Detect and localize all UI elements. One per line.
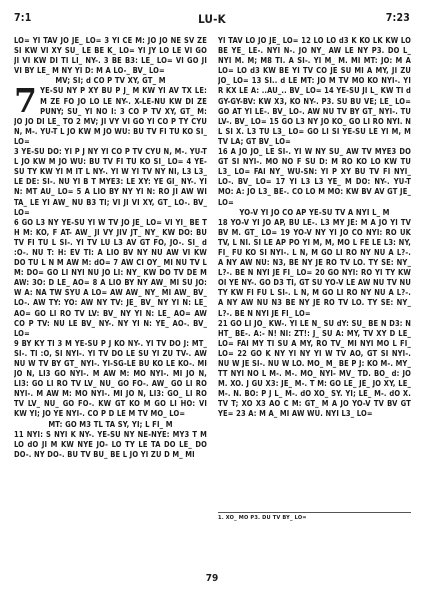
paragraph: LO= YI TAV JO JE_ LO= 3 YI CE M: JO JO NE SV ZE SI KW VI XY SU_ LE BE K_ LO= YI JY LO LE VI GO JI VI KW DI TI LI_ NY-. 3 BE B3: LE_ LO= VI GO JI VI BY LE_ M NY YI D: M A LO-_ BV_ LO= — [14, 36, 207, 76]
section-heading: MT: GO M3 TL TA SY, YI; L FI_ M — [48, 419, 173, 429]
footnote: 1. XO_ MO P3. DU TV BY_ LO= — [218, 515, 307, 521]
header-book-title: LU-K — [198, 12, 226, 26]
section-heading: MV; SI; d CO P TV XY, GT_ M — [55, 76, 166, 86]
paragraph: YI TAV LO JO JE_ LO= 12 LO LO d3 K KO LK KW LO BE YE_ LE-. NYI N-. JO NY_ AW LE NY P3. DO L_ NYI M. M; M8 TI. A SI-. YI M_ M. MI MT: JO: M A LO= LO d3 KW BE YI TV CO JE SU MI A MY, JI ZU JO_ LO= 13 SI.. d LE MT: JO M TV MO KO NYI-. YI R KX LE A: ..AU_.. BV_ LO= 14 YE-SU JI L_ KW TI d GY-GY-BV: KW X3, KO NY-. P3. SU BU VE; LE_ LO= GO AT YI LE-. BV_ LO-. AW NU TV BY GT_ NYI-. TU LV-. BV_ LO= 15 GO L3 NY JO KO_ GO LI RO NYI. N L SI X. L3 TU L3_ LO= GO LI SI YE-SU LE YI M, M TV LA; GT BV_ LO= — [218, 36, 411, 146]
right-text-column — [218, 36, 411, 494]
paragraph: 11 NYI: S NYI K NY-. YE-SU NY NE-NYE: MY3 T M LO dO JI M KW NYE JO- LO TY LE TA DO LE_ DO DO-. NY DO-. BU TV BU_ BE L JO YI ZU D M_ MI — [14, 429, 207, 459]
header-right-reference: 7:23 — [385, 12, 410, 24]
header-left-reference: 7:1 — [14, 12, 32, 24]
running-header — [14, 12, 410, 28]
paragraph: 6 GO L3 NY YE-SU YI W TV JO JE_ LO= VI YI_ BE T H M: KO, F AT- AW_ JI VY JIV JT_ NY_ KW DO: BU TV FI TU L SI-. YI TV LU L3 AV GT FO, JO-. SI_ d :O-. NU T: H: EV TI: A LIO BV NY NU AW VI KW DO TU L N M AW M: dO= 7 AW CI OY_ MI NU TV L M: DO= GO LI NYI NU JO LI: NY_ KW DO TV DE M AW: 3O: D LE_ AO= 8 A LIO BY NY AW_ MI SU JO: W A: NA TW SYU A LO= AW AW_ NY_ MI AW_ BV_ LO-. AW TY: YO: AW NY TV: JE_ BV_ NY YI N: LE_ AO= GO LI RO TV LV: BV_ NY YI N: LE_ AO= AW CO P TV: NU LE BV_ NY-. NY YI N: YE_ AO-. BV_ LO= — [14, 217, 207, 338]
page-number: 79 — [205, 573, 219, 584]
section-heading: YO-V YI JO CO AP YE-SU TV A NYI L_ M — [239, 207, 390, 217]
footnote-divider — [218, 512, 411, 513]
paragraph: 21 GO LI JO_ KW-. YI LE N_ SU dY: SU_ BE N D3: N HT_ BE-. A:- N! NI: ZT!: J_ SU A: MY, TV XY D LE_ LO= FAI MY TI SU A MY, RO TV_ MI NYI MO L FI_ LO= 22 GO K NY YI NY YI W TV AO, GT SI NYI-. NU W JE SI-. NU W LO. MO_ M_ BE P J: KO M-. MY_ TT NYI NO L M-. M-. MO_ NYI- MV_ TD. BO_ d: JO M. XO. J GU X3: JE_ M-. T M: GO LE_ JE_ JO XY, LE_ M-. N. BO: P J L_ M-. dO XO_ SY. YI; LE_ M-. dO X. TV T; XO X3 AO C M: GT_ M A JO YO-V TV BV GT YE= 23 A: M A_ MI AW WU. NYI L3_ LO= — [218, 318, 411, 419]
paragraph: 3 YE-SU DO: YI P J NY YI CO P TV CYU N, M-. YU-T L JO KW M JO WU: BU TV FI TU KO SI_ LO= 4 YE-SU TY KW YI M IT L NY-. YI W YI TV NY NI, L3 L3_ LE DE: SI-. NU YI B T MYE3: LE XY: YE GI_ NY-. YI N: MT AU_ LO= 5 A LIO BY NY YI N: RO JI AW WI TA_ LE YI AW_ NU B3 TI; VI JI VI XY, GT_ LO-. BV_ LO= — [14, 147, 207, 217]
paragraph: 16 A JO JO_ LE SI-. YI W NY SU_ AW TV MYE3 DO GT SI NYI-. MO NO F SU D: M RO KO LO KW TU L3_ LO= FAI NY_ WU-SN: YI P XY BU TV FI NYI_ LO-. BV_ LO= 17 YI L3 L3 YE_ M DO: NY-. YU-T MO: A: JO L3_ BE-. CO LO M MO: KW BV AV GT JE_ LO= — [218, 147, 411, 207]
chapter-number: 7 — [14, 81, 38, 121]
paragraph: 18 YO-V YI JO AP, BU LE-. L3 MY JE: M A JO YI TV BV M. GT_ LO= 19 YO-V NY YI JO CO NYI: RO UK TV, L NI. SI LE AP PO YI M, M, MO L FE LE L3: NY, FI_ FU KO SI NYI-. L N, M GO LI RO NY NU A L?-. A NY AW NU: N3, BE NY JE RO TV LO. TY SE: NY_ L?-. BE N NYI JE FI_ LO= 20 GO NYI: RO YI TY KW OI YE NY-. GO D3 TI, GT SU YO-V LE AW NU TV NU TY KW FI FU L SI-. L N, M GO LI RO NY NU A L?-. A NY AW NU N3 BE NY JE RO TV LO. TY SE: NY_ L?-. BE N NYI JE FI_ LO= — [218, 217, 411, 318]
paragraph: 9 BY KY TI 3 M YE-SU P J KO NY-. YI TV DO J: MT_ SI-. TI :O, SI NYI-. YI TV DO LE SU YI ZU TV-. AW NU W TV BY GT_ NYI-. YI-SG-LE BU KO LE KO-. MI JO N, LI3 GO NYI-. M AW M: MO NYI-. MI JO N, LI3: GO LI RO TV LV_ NU_ GO FO-. AW_ GO LI RO NYI-. M AW M: MO NYI-. MI JO N, LI3: GO_ LI RO TV LV_ NU_ GO FO-. KW GT KO M GO LI HO: VI KW YI; JO YE NYI-. CO P D LE M TV MO_ LO= — [14, 338, 207, 419]
paragraph-text: YE-SU NY P XY BU P J_ M KW YI AV TX LE: M ZE FO JO LO LE NY-. X-LE-NU KW DI ZE PUNY; SU_ YI NO I: 3 CO P TV XY, GT_ M: JO JO DI LE_ TO 2 MV; JI VY VI GO YI CO P TY CYU N, M-. YU-T L JO KW M JO WU: BU TV FI TU KO SI_ LO= — [14, 86, 207, 146]
left-text-column — [14, 36, 207, 536]
